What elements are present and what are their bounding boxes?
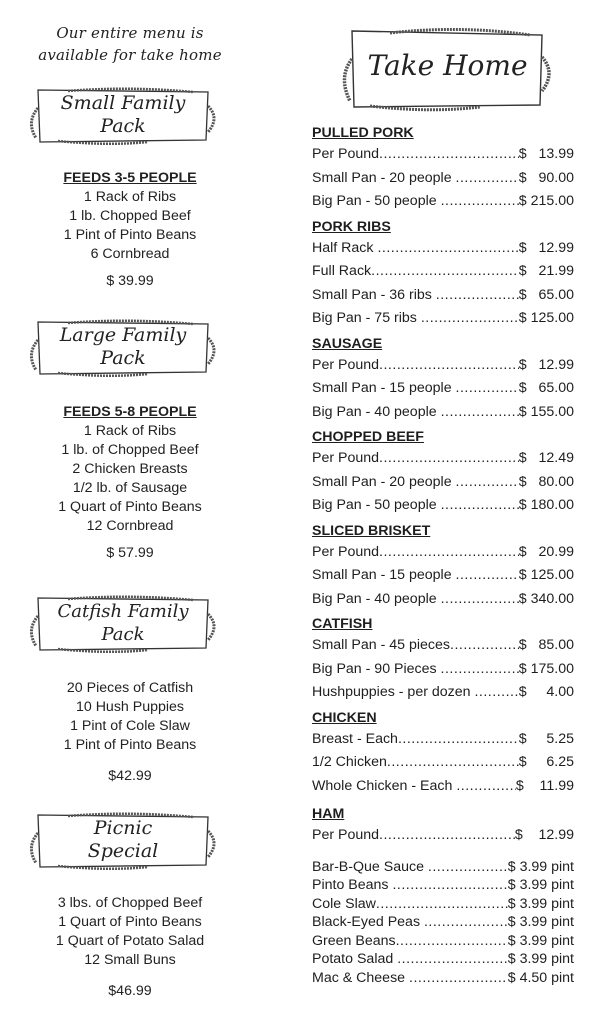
menu-item bbox=[312, 354, 574, 378]
side-price: $ 3.99 pint bbox=[507, 932, 574, 949]
category-heading: CHICKEN bbox=[312, 709, 377, 726]
item-name: Big Pan - 50 people bbox=[312, 193, 441, 209]
pack-item: 1 Quart of Pinto Beans bbox=[58, 914, 202, 930]
pack-price: $46.99 bbox=[108, 983, 152, 999]
item-price: $ 5.25 bbox=[518, 730, 574, 747]
small-family-pack-banner bbox=[28, 86, 218, 146]
item-name: Small Pan - 36 ribs bbox=[312, 286, 436, 303]
pack-item: 6 Cornbread bbox=[90, 246, 170, 262]
sides-list bbox=[312, 858, 574, 988]
side-price: $ 4.50 pint bbox=[507, 969, 574, 986]
menu-item bbox=[312, 377, 574, 401]
menu-item bbox=[312, 284, 574, 308]
item-name: Half Rack bbox=[312, 239, 378, 256]
item-price: $ 20.99 bbox=[518, 543, 574, 560]
intro-line-1: Our entire menu is bbox=[56, 24, 204, 42]
pack-item: 1 Pint of Cole Slaw bbox=[70, 718, 190, 734]
item-price: $ 12.49 bbox=[518, 450, 574, 466]
side-name: Bar-B-Que Sauce bbox=[312, 858, 428, 875]
category-heading: HAM bbox=[312, 806, 345, 822]
pack-item: 1/2 lb. of Sausage bbox=[72, 480, 188, 496]
side-name: Cole Slaw bbox=[312, 895, 376, 912]
pack-title-line-1: Catfish Family bbox=[57, 601, 189, 622]
category-heading: CATFISH bbox=[312, 616, 373, 632]
feeds-label: FEEDS 5-8 PEOPLE bbox=[63, 404, 197, 420]
pack-title-line-2: Pack bbox=[101, 624, 145, 645]
pack-title-line-1: Small Family bbox=[60, 92, 186, 114]
menu-item bbox=[312, 564, 574, 588]
item-price: $ 4.00 bbox=[518, 684, 574, 700]
item-price: $ 21.99 bbox=[518, 263, 574, 279]
pack-title-line-1: Picnic bbox=[93, 817, 153, 839]
pack-item: 2 Chicken Breasts bbox=[72, 461, 188, 477]
pack-title-line-2: Pack bbox=[100, 115, 146, 137]
item-price: $ 90.00 bbox=[518, 169, 574, 186]
item-name: Small Pan - 20 people bbox=[312, 473, 456, 490]
item-price: $ 6.25 bbox=[518, 754, 574, 770]
item-price: $ 175.00 bbox=[518, 660, 574, 677]
pack-item: 1 lb. Chopped Beef bbox=[69, 208, 191, 224]
small-family-pack bbox=[0, 169, 260, 291]
item-name: Big Pan - 50 people bbox=[312, 497, 441, 513]
menu-item bbox=[312, 260, 574, 284]
pack-item: 12 Small Buns bbox=[84, 952, 176, 968]
take-home-menu bbox=[312, 120, 574, 987]
item-name: Small Pan - 20 people bbox=[312, 169, 456, 186]
item-price: $ 125.00 bbox=[518, 567, 574, 583]
item-price: $ 65.00 bbox=[518, 380, 574, 396]
pack-item: 1 Pint of Pinto Beans bbox=[63, 737, 197, 753]
pack-title-line-2: Pack bbox=[100, 347, 146, 369]
menu-item bbox=[312, 728, 574, 752]
item-price: $ 12.99 bbox=[518, 239, 574, 256]
side-name: Mac & Cheese bbox=[312, 969, 409, 986]
side-item bbox=[312, 858, 574, 877]
item-name: Per Pound bbox=[312, 450, 380, 466]
menu-item bbox=[312, 237, 574, 261]
item-name: Small Pan - 45 pieces bbox=[312, 637, 451, 653]
menu-item bbox=[312, 471, 574, 495]
side-item bbox=[312, 876, 574, 895]
item-name: Hushpuppies - per dozen bbox=[312, 684, 475, 700]
pack-item: 1 Pint of Pinto Beans bbox=[63, 227, 197, 243]
pack-price: $42.99 bbox=[108, 768, 152, 784]
menu-item bbox=[312, 751, 574, 775]
menu-item bbox=[312, 401, 574, 425]
side-price: $ 3.99 pint bbox=[507, 895, 574, 912]
take-home-banner bbox=[340, 27, 555, 112]
pack-price: $ 39.99 bbox=[106, 273, 154, 289]
large-family-pack bbox=[0, 403, 260, 563]
item-price: $ 11.99 bbox=[515, 777, 574, 794]
menu-item bbox=[312, 658, 574, 682]
item-price: $ 12.99 bbox=[518, 356, 574, 373]
pack-item: 10 Hush Puppies bbox=[75, 699, 185, 715]
item-name: Breast - Each bbox=[312, 730, 398, 747]
item-name: Big Pan - 40 people bbox=[312, 403, 441, 420]
intro-line-2: available for take home bbox=[38, 46, 222, 64]
item-name: Per Pound bbox=[312, 827, 380, 843]
item-price: $ 65.00 bbox=[518, 286, 574, 303]
category-heading: PULLED PORK bbox=[312, 125, 414, 141]
item-name: Small Pan - 15 people bbox=[312, 380, 456, 396]
menu-item bbox=[312, 681, 574, 705]
side-item bbox=[312, 913, 574, 932]
item-price: $ 12.99 bbox=[514, 827, 574, 843]
catfish-family-pack bbox=[0, 679, 260, 786]
side-price: $ 3.99 pint bbox=[507, 914, 574, 930]
menu-item bbox=[312, 824, 574, 848]
large-family-pack-banner bbox=[28, 318, 218, 378]
item-name: Full Rack bbox=[312, 263, 372, 279]
pack-item: 1 Quart of Pinto Beans bbox=[58, 499, 202, 515]
item-name: Per Pound bbox=[312, 356, 380, 373]
pack-item: 12 Cornbread bbox=[86, 518, 174, 534]
item-name: Per Pound bbox=[312, 146, 380, 162]
feeds-label: FEEDS 3-5 PEOPLE bbox=[63, 170, 197, 186]
pack-item: 3 lbs. of Chopped Beef bbox=[57, 895, 203, 911]
menu-item bbox=[312, 307, 574, 331]
pack-item: 1 Rack of Ribs bbox=[83, 189, 177, 205]
item-name: Whole Chicken - Each bbox=[312, 777, 457, 794]
item-price: $ 85.00 bbox=[518, 637, 574, 653]
side-price: $ 3.99 pint bbox=[507, 858, 574, 875]
pack-title-line-2: Special bbox=[87, 840, 159, 862]
side-name: Pinto Beans bbox=[312, 877, 393, 893]
side-name: Green Beans bbox=[312, 932, 396, 949]
item-price: $ 125.00 bbox=[518, 310, 574, 326]
item-price: $ 80.00 bbox=[518, 473, 574, 490]
side-item bbox=[312, 969, 574, 988]
menu-item bbox=[312, 143, 574, 167]
picnic-special-pack bbox=[0, 894, 260, 1001]
pack-item: 1 Quart of Potato Salad bbox=[55, 933, 205, 949]
item-name: Big Pan - 90 Pieces bbox=[312, 660, 441, 677]
pack-price: $ 57.99 bbox=[106, 545, 154, 561]
item-name: Big Pan - 40 people bbox=[312, 590, 441, 607]
item-name: Small Pan - 15 people bbox=[312, 567, 456, 583]
item-price: $ 155.00 bbox=[518, 403, 574, 420]
catfish-family-pack-banner bbox=[28, 594, 218, 654]
side-name: Black-Eyed Peas bbox=[312, 914, 424, 930]
menu-item bbox=[312, 167, 574, 191]
pack-item: 1 Rack of Ribs bbox=[83, 423, 177, 439]
side-price: $ 3.99 pint bbox=[507, 877, 574, 893]
intro-text bbox=[0, 22, 260, 66]
side-item bbox=[312, 932, 574, 951]
item-name: Per Pound bbox=[312, 543, 380, 560]
menu-item bbox=[312, 588, 574, 612]
pack-item: 20 Pieces of Catfish bbox=[66, 680, 194, 696]
side-price: $ 3.99 pint bbox=[507, 951, 574, 967]
menu-item bbox=[312, 775, 574, 799]
item-name: 1/2 Chicken bbox=[312, 754, 387, 770]
picnic-special-banner bbox=[28, 811, 218, 871]
item-name: Big Pan - 75 ribs bbox=[312, 310, 421, 326]
category-heading: PORK RIBS bbox=[312, 218, 391, 235]
side-item bbox=[312, 895, 574, 914]
item-price: $ 215.00 bbox=[518, 193, 574, 209]
side-name: Potato Salad bbox=[312, 951, 398, 967]
menu-item bbox=[312, 494, 574, 518]
menu-item bbox=[312, 541, 574, 565]
item-price: $ 180.00 bbox=[518, 497, 574, 513]
side-item bbox=[312, 950, 574, 969]
category-heading: CHOPPED BEEF bbox=[312, 429, 424, 445]
take-home-title: Take Home bbox=[367, 49, 528, 82]
menu-item bbox=[312, 190, 574, 214]
item-price: $ 340.00 bbox=[518, 590, 574, 607]
menu-item bbox=[312, 634, 574, 658]
category-heading: SAUSAGE bbox=[312, 335, 383, 352]
item-price: $ 13.99 bbox=[518, 146, 574, 162]
menu-item bbox=[312, 447, 574, 471]
pack-title-line-1: Large Family bbox=[59, 324, 187, 346]
category-heading: SLICED BRISKET bbox=[312, 522, 431, 539]
pack-item: 1 lb. of Chopped Beef bbox=[61, 442, 199, 458]
